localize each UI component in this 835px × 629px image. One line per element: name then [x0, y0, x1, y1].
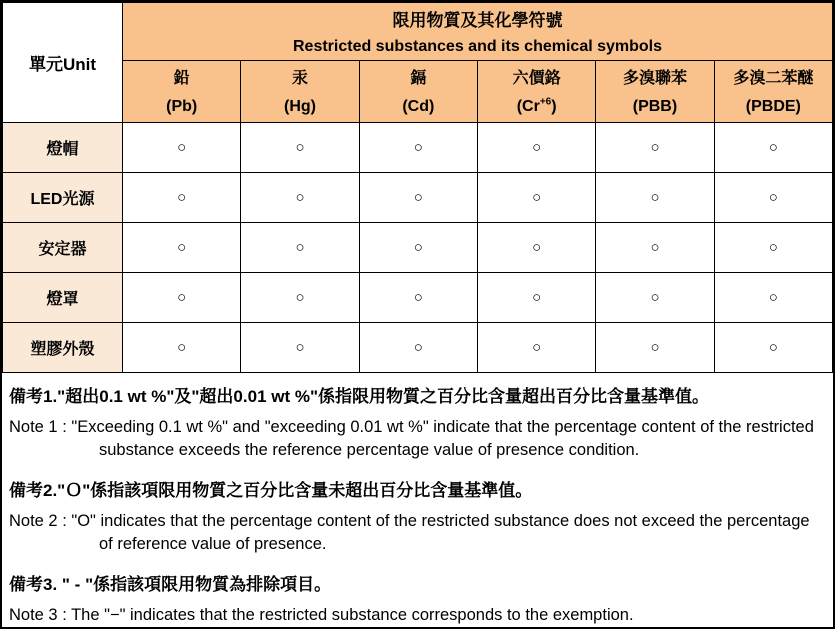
restricted-substances-table — [2, 2, 833, 373]
group-header-cell — [123, 3, 833, 61]
compliance-mark: ○ — [241, 173, 359, 223]
notes-section — [2, 373, 833, 627]
compliance-mark: ○ — [477, 273, 595, 323]
group-header-en: Restricted substances and its chemical symbols — [292, 38, 663, 55]
note-2-zh: 備考2."Ｏ"係指該項限用物質之百分比含量未超出百分比含量基準值。 — [9, 481, 533, 500]
compliance-mark: ○ — [477, 123, 595, 173]
compliance-mark: ○ — [714, 123, 832, 173]
note-3-zh: 備考3. " - "係指該項限用物質為排除項目。 — [9, 575, 332, 594]
compliance-mark: ○ — [714, 273, 832, 323]
table-row-led-source — [3, 173, 833, 223]
row-label: 塑膠外殼 — [3, 323, 123, 373]
compliance-mark: ○ — [359, 273, 477, 323]
compliance-mark: ○ — [596, 173, 714, 223]
compliance-mark: ○ — [477, 173, 595, 223]
compliance-mark: ○ — [241, 123, 359, 173]
compliance-mark: ○ — [359, 223, 477, 273]
compliance-mark: ○ — [714, 223, 832, 273]
note-1-en: Note 1 : "Exceeding 0.1 wt %" and "exceeding 0.01 wt %" indicate that the percentage content of the restricted substance exceeds the reference percentage value of presence condition. — [9, 418, 814, 459]
column-header-lead: 鉛 (Pb) — [123, 61, 241, 123]
compliance-mark: ○ — [596, 323, 714, 373]
compliance-mark: ○ — [714, 173, 832, 223]
row-label: LED光源 — [3, 173, 123, 223]
note-2 — [9, 479, 825, 556]
compliance-mark: ○ — [123, 323, 241, 373]
compliance-mark: ○ — [359, 323, 477, 373]
compliance-mark: ○ — [241, 273, 359, 323]
compliance-mark: ○ — [714, 323, 832, 373]
note-1-zh: 備考1."超出0.1 wt %"及"超出0.01 wt %"係指限用物質之百分比含量超出百分比含量基準值。 — [9, 387, 710, 406]
group-header-zh: 限用物質及其化學符號 — [392, 11, 563, 30]
note-3 — [9, 573, 825, 627]
table-row-plastic-housing — [3, 323, 833, 373]
column-header-hexavalent-chromium: 六價鉻 $(Cr^{+6})$ — [477, 61, 595, 123]
compliance-mark: ○ — [477, 323, 595, 373]
compliance-mark: ○ — [596, 273, 714, 323]
compliance-mark: ○ — [359, 123, 477, 173]
row-label: 安定器 — [3, 223, 123, 273]
note-3-en: Note 3 : The "−" indicates that the restricted substance corresponds to the exemption. — [9, 606, 634, 624]
column-header-pbde: 多溴二苯醚 (PBDE) — [714, 61, 832, 123]
compliance-mark: ○ — [241, 323, 359, 373]
row-label: 燈罩 — [3, 273, 123, 323]
table-row-lamp-cap — [3, 123, 833, 173]
note-2-en: Note 2 : "O" indicates that the percentage content of the restricted substance does not exceed the percentage of reference value of presence. — [9, 512, 810, 553]
compliance-mark: ○ — [477, 223, 595, 273]
compliance-mark: ○ — [123, 273, 241, 323]
compliance-mark: ○ — [123, 123, 241, 173]
compliance-mark: ○ — [123, 173, 241, 223]
compliance-mark: ○ — [359, 173, 477, 223]
table-row-lamp-shade — [3, 273, 833, 323]
unit-header-cell: 單元Unit — [3, 3, 123, 123]
compliance-mark: ○ — [123, 223, 241, 273]
compliance-mark: ○ — [241, 223, 359, 273]
row-label: 燈帽 — [3, 123, 123, 173]
column-header-pbb: 多溴聯苯 (PBB) — [596, 61, 714, 123]
note-1 — [9, 385, 825, 462]
compliance-mark: ○ — [596, 123, 714, 173]
column-header-mercury: 汞 (Hg) — [241, 61, 359, 123]
compliance-mark: ○ — [596, 223, 714, 273]
table-row-ballast — [3, 223, 833, 273]
column-header-cadmium: 鎘 (Cd) — [359, 61, 477, 123]
